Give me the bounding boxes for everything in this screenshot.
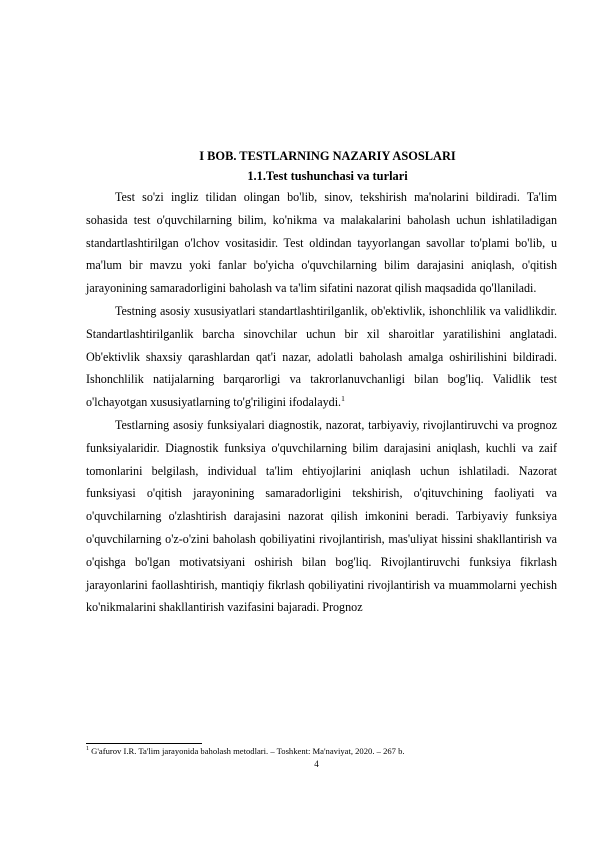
footnote: [86, 746, 557, 757]
paragraph-3: Testlarning asosiy funksiyalari diagnostik, nazorat, tarbiyaviy, rivojlantiruvchi va prognoz funksiyalaridir. Diagnostik funksiya o'quvchilarning bilim darajasini aniqlash, kuchli va zaif tomonlarini belgilash, individual ta'lim ehtiyojlarini aniqlash uchun ishlatiladi. Nazorat funksiyasi o'qitish jarayonining samaradorligini tekshirish, o'qituvchining faoliyati va o'quvchilarning o'zlashtirish darajasini nazorat qilish imkonini beradi. Tarbiyaviy funksiya o'quvchilarning o'z-o'zini baholash qobiliyatini rivojlantirish, mas'uliyat hissini shakllantirish va o'qishga bo'lgan motivatsiyani oshirish bilan bog'liq. Rivojlantiruvchi funksiya fikrlash jarayonlarini faollashtirish, mantiqiy fikrlash qobiliyatini rivojlantirish va muammolarni yechish ko'nikmalarini shakllantirish vazifasini bajaradi. Prognoz: [86, 417, 557, 615]
paragraph-2-text: Testning asosiy xususiyatlari standartlashtirilganlik, ob'ektivlik, ishonchlilik va validlikdir. Standartlashtirilganlik barcha sinovchilar uchun bir xil sharoitlar yaratilishini anglatadi. Ob'ektivlik shaxsiy qarashlardan qat'i nazar, adolatli baholash amalga oshirilishini bildiradi. Ishonchlilik natijalarning barqarorligi va takrorlanuvchanligi bilan bog'liq. Validlik test o'lchayotgan xususiyatlarning to'g'riligini ifodalaydi.: [86, 303, 557, 410]
page-number: 4: [314, 759, 319, 769]
paragraph-2: [86, 300, 557, 414]
footnote-text: G'afurov I.R. Ta'lim jarayonida baholash metodlari. – Toshkent: Ma'naviyat, 2020. – 267 b.: [91, 746, 405, 756]
footnote-divider: [86, 743, 202, 744]
section-title: 1.1.Test tushunchasi va turlari: [247, 169, 408, 183]
footnote-marker: 1: [86, 746, 89, 753]
footnote-reference: 1: [341, 394, 345, 404]
page-content: [86, 146, 557, 619]
chapter-title: I BOB. TESTLARNING NAZARIY ASOSLARI: [199, 149, 456, 163]
paragraph-1: Test so'zi ingliz tilidan olingan bo'lib, sinov, tekshirish ma'nolarini bildiradi. Ta'lim sohasida test o'quvchilarning bilim, ko'nikma va malakalarini baholash uchun ishlatiladigan standartlashtirilgan o'lchov vositasidir. Test oldindan tayyorlangan savollar to'plami bo'lib, u ma'lum bir mavzu yoki fanlar bo'yicha o'quvchilarning bilim darajasini aniqlash, o'qitish jarayonining samaradorligini baholash va ta'lim sifatini nazorat qilish maqsadida qo'llaniladi.: [86, 190, 557, 296]
